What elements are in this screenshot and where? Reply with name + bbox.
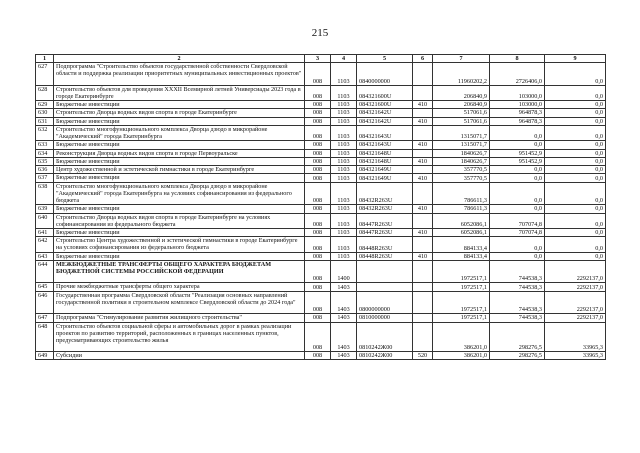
row-col8: 0,0 [490, 252, 545, 260]
row-col7: 517061,6 [433, 109, 490, 117]
row-col4: 1403 [331, 283, 357, 291]
row-col6: 410 [413, 205, 433, 213]
row-col7: 206840,9 [433, 85, 490, 100]
row-name: Бюджетные инвестиции [54, 117, 305, 125]
row-col3: 008 [305, 109, 331, 117]
row-col4: 1103 [331, 182, 357, 205]
row-col5: 084321648U [357, 149, 413, 157]
row-col8: 2726406,0 [490, 63, 545, 86]
row-col9: 0,0 [545, 63, 606, 86]
row-col4: 1403 [331, 322, 357, 352]
table-row [36, 63, 606, 86]
row-col5: 084321648U [357, 157, 413, 165]
row-name: Строительство объектов социальной сферы и автомобильных дорог в рамках реализации проектов по развитию территорий, расположенных в границах населенных пунктов, предусматривающих строительство жилья [54, 322, 305, 352]
row-col5: 084321643U [357, 125, 413, 140]
row-col5: 084321600U [357, 100, 413, 108]
row-col5: 08432R263U [357, 182, 413, 205]
row-col5: 08448R263U [357, 237, 413, 252]
row-col8: 951452,9 [490, 157, 545, 165]
row-col8: 964878,3 [490, 117, 545, 125]
row-col6 [413, 260, 433, 283]
row-col3: 008 [305, 260, 331, 283]
row-col4: 1103 [331, 166, 357, 174]
row-number: 642 [36, 237, 54, 252]
row-col7: 1972517,1 [433, 283, 490, 291]
row-col7: 6052086,1 [433, 213, 490, 228]
table-row [36, 174, 606, 182]
header-col-4: 4 [331, 55, 357, 63]
row-col9: 0,0 [545, 125, 606, 140]
row-col7: 386201,0 [433, 322, 490, 352]
row-col4: 1103 [331, 100, 357, 108]
row-col4: 1403 [331, 291, 357, 314]
row-col9: 2292137,0 [545, 314, 606, 322]
row-name: Подпрограмма "Стимулирование развития жилищного строительства" [54, 314, 305, 322]
header-col-1: 1 [36, 55, 54, 63]
row-col4: 1103 [331, 237, 357, 252]
row-name: Бюджетные инвестиции [54, 205, 305, 213]
row-name: Строительство многофункционального комплекса Дворца дзюдо в микрорайоне "Академический" города Екатеринбурга [54, 125, 305, 140]
row-name: Строительство многофункционального комплекса Дворца дзюдо в микрорайоне "Академический" города Екатеринбурга на условиях софинансирования из федерального бюджета [54, 182, 305, 205]
row-name: Прочие межбюджетные трансферты общего характера [54, 283, 305, 291]
row-number: 640 [36, 213, 54, 228]
table-row [36, 291, 606, 314]
row-col9: 0,0 [545, 174, 606, 182]
row-col5: 0810000000 [357, 314, 413, 322]
row-col4: 1103 [331, 228, 357, 236]
row-col6: 410 [413, 228, 433, 236]
row-col5: 0810242Ж00 [357, 352, 413, 360]
row-col7: 1840626,7 [433, 149, 490, 157]
row-col9: 0,0 [545, 141, 606, 149]
row-col6 [413, 125, 433, 140]
row-name: Строительство Дворца водных видов спорта в городе Екатеринбурге на условиях софинансирования из федерального бюджета [54, 213, 305, 228]
row-col9: 0,0 [545, 228, 606, 236]
row-col9: 0,0 [545, 157, 606, 165]
row-name: Бюджетные инвестиции [54, 252, 305, 260]
row-col8: 964878,3 [490, 109, 545, 117]
row-col5 [357, 283, 413, 291]
row-col7: 357770,5 [433, 174, 490, 182]
row-col6: 410 [413, 252, 433, 260]
row-col3: 008 [305, 174, 331, 182]
row-col7: 1972517,1 [433, 260, 490, 283]
row-number: 644 [36, 260, 54, 283]
row-col7: 884133,4 [433, 252, 490, 260]
row-col7: 1972517,1 [433, 314, 490, 322]
row-number: 631 [36, 117, 54, 125]
header-col-5: 5 [357, 55, 413, 63]
row-col9: 2292137,0 [545, 260, 606, 283]
row-col3: 008 [305, 352, 331, 360]
table-row [36, 205, 606, 213]
header-col-2: 2 [54, 55, 305, 63]
row-col5: 0800000000 [357, 291, 413, 314]
page-number: 215 [311, 27, 329, 39]
header-col-6: 6 [413, 55, 433, 63]
row-col7: 6052086,1 [433, 228, 490, 236]
row-col4: 1103 [331, 141, 357, 149]
row-col6: 410 [413, 157, 433, 165]
row-col8: 0,0 [490, 205, 545, 213]
row-col6: 520 [413, 352, 433, 360]
row-col3: 008 [305, 291, 331, 314]
row-col4: 1103 [331, 174, 357, 182]
table-row [36, 117, 606, 125]
row-col3: 008 [305, 237, 331, 252]
row-col4: 1103 [331, 252, 357, 260]
row-col4: 1103 [331, 157, 357, 165]
row-number: 633 [36, 141, 54, 149]
row-col4: 1400 [331, 260, 357, 283]
row-col8: 0,0 [490, 141, 545, 149]
row-col5: 0840000000 [357, 63, 413, 86]
row-col4: 1103 [331, 213, 357, 228]
row-col6 [413, 149, 433, 157]
row-name: Строительство объектов для проведения XXXII Всемирной летней Универсиады 2023 года в городе Екатеринбурге [54, 85, 305, 100]
row-number: 639 [36, 205, 54, 213]
row-col3: 008 [305, 149, 331, 157]
row-col4: 1103 [331, 109, 357, 117]
table-row [36, 252, 606, 260]
table-row [36, 322, 606, 352]
row-col5: 084321642U [357, 117, 413, 125]
row-col9: 0,0 [545, 252, 606, 260]
row-col9: 33965,3 [545, 352, 606, 360]
row-col6 [413, 283, 433, 291]
row-col6 [413, 213, 433, 228]
row-col6 [413, 314, 433, 322]
row-col3: 008 [305, 283, 331, 291]
row-number: 638 [36, 182, 54, 205]
row-col7: 1972517,1 [433, 291, 490, 314]
row-col4: 1403 [331, 352, 357, 360]
table-row [36, 100, 606, 108]
row-col9: 0,0 [545, 213, 606, 228]
row-number: 629 [36, 100, 54, 108]
row-col6 [413, 322, 433, 352]
row-number: 649 [36, 352, 54, 360]
row-col4: 1103 [331, 63, 357, 86]
row-col9: 0,0 [545, 149, 606, 157]
row-col9: 0,0 [545, 205, 606, 213]
row-col6: 410 [413, 117, 433, 125]
row-col7: 357770,5 [433, 166, 490, 174]
row-col9: 0,0 [545, 117, 606, 125]
header-col-9: 9 [545, 55, 606, 63]
row-col4: 1103 [331, 125, 357, 140]
row-col3: 008 [305, 252, 331, 260]
header-col-7: 7 [433, 55, 490, 63]
table-row [36, 125, 606, 140]
table-row [36, 166, 606, 174]
row-col8: 298276,5 [490, 352, 545, 360]
row-col3: 008 [305, 182, 331, 205]
row-name: Реконструкция Дворца водных видов спорта в городе Первоуральске [54, 149, 305, 157]
row-col4: 1103 [331, 149, 357, 157]
row-number: 646 [36, 291, 54, 314]
row-col6: 410 [413, 100, 433, 108]
row-name: Бюджетные инвестиции [54, 228, 305, 236]
row-col5: 084321600U [357, 85, 413, 100]
row-col3: 008 [305, 314, 331, 322]
row-col7: 884133,4 [433, 237, 490, 252]
row-name: Бюджетные инвестиции [54, 100, 305, 108]
row-col8: 0,0 [490, 166, 545, 174]
row-col6 [413, 166, 433, 174]
row-col3: 008 [305, 322, 331, 352]
row-col5: 08448R263U [357, 252, 413, 260]
row-col8: 0,0 [490, 237, 545, 252]
table-row [36, 260, 606, 283]
table-row [36, 157, 606, 165]
row-col8: 744538,3 [490, 314, 545, 322]
row-col8: 0,0 [490, 125, 545, 140]
row-col7: 1315071,7 [433, 141, 490, 149]
row-col5: 084321642U [357, 109, 413, 117]
row-col3: 008 [305, 63, 331, 86]
row-name: Субсидии [54, 352, 305, 360]
row-col3: 008 [305, 228, 331, 236]
row-name: Строительство Центра художественной и эстетической гимнастики в городе Екатеринбурге на условиях софинансирования из федерального бюджета [54, 237, 305, 252]
table-body [36, 63, 606, 360]
row-col3: 008 [305, 85, 331, 100]
row-col5: 084321643U [357, 141, 413, 149]
row-col5: 08432R263U [357, 205, 413, 213]
row-number: 645 [36, 283, 54, 291]
row-col3: 008 [305, 157, 331, 165]
row-name: Центр художественной и эстетической гимнастики в городе Екатеринбурге [54, 166, 305, 174]
row-name: Строительство Дворца водных видов спорта в городе Екатеринбурге [54, 109, 305, 117]
row-col3: 008 [305, 205, 331, 213]
row-number: 628 [36, 85, 54, 100]
table-row [36, 228, 606, 236]
table-row [36, 237, 606, 252]
row-col4: 1403 [331, 314, 357, 322]
row-col8: 707074,8 [490, 213, 545, 228]
row-col5 [357, 260, 413, 283]
table-row [36, 85, 606, 100]
row-name: МЕЖБЮДЖЕТНЫЕ ТРАНСФЕРТЫ ОБЩЕГО ХАРАКТЕРА БЮДЖЕТАМ БЮДЖЕТНОЙ СИСТЕМЫ РОССИЙСКОЙ ФЕДЕРАЦИИ [54, 260, 305, 283]
header-col-3: 3 [305, 55, 331, 63]
budget-table [35, 54, 606, 360]
row-col8: 298276,5 [490, 322, 545, 352]
row-col9: 0,0 [545, 166, 606, 174]
table-row [36, 109, 606, 117]
table-row [36, 352, 606, 360]
row-name: Бюджетные инвестиции [54, 141, 305, 149]
row-number: 636 [36, 166, 54, 174]
row-number: 627 [36, 63, 54, 86]
row-col9: 0,0 [545, 109, 606, 117]
row-col7: 1840626,7 [433, 157, 490, 165]
row-col7: 786611,3 [433, 205, 490, 213]
row-name: Бюджетные инвестиции [54, 174, 305, 182]
row-col6 [413, 109, 433, 117]
row-col8: 951452,9 [490, 149, 545, 157]
row-number: 634 [36, 149, 54, 157]
row-name: Подпрограмма "Строительство объектов государственной собственности Свердловской области и поддержка реализации приоритетных муниципальных инвестиционных проектов" [54, 63, 305, 86]
row-col8: 744538,3 [490, 283, 545, 291]
row-col8: 744538,3 [490, 291, 545, 314]
row-col7: 386201,0 [433, 352, 490, 360]
row-col3: 008 [305, 100, 331, 108]
row-col8: 0,0 [490, 174, 545, 182]
row-col3: 008 [305, 213, 331, 228]
row-number: 641 [36, 228, 54, 236]
row-col5: 084321649U [357, 166, 413, 174]
row-number: 635 [36, 157, 54, 165]
table-row [36, 149, 606, 157]
row-col7: 11960202,2 [433, 63, 490, 86]
table-row [36, 283, 606, 291]
row-col4: 1103 [331, 85, 357, 100]
row-col5: 08447R263U [357, 213, 413, 228]
table-header-row [36, 55, 606, 63]
row-col8: 103000,0 [490, 100, 545, 108]
row-col9: 0,0 [545, 100, 606, 108]
row-col9: 0,0 [545, 237, 606, 252]
row-col5: 08447R263U [357, 228, 413, 236]
row-col4: 1103 [331, 117, 357, 125]
row-col8: 0,0 [490, 182, 545, 205]
row-col7: 517061,6 [433, 117, 490, 125]
row-col8: 707074,8 [490, 228, 545, 236]
row-col9: 33965,3 [545, 322, 606, 352]
table-row [36, 213, 606, 228]
row-col9: 2292137,0 [545, 291, 606, 314]
row-number: 648 [36, 322, 54, 352]
row-col3: 008 [305, 125, 331, 140]
row-col6: 410 [413, 174, 433, 182]
row-col4: 1103 [331, 205, 357, 213]
row-col8: 103000,0 [490, 85, 545, 100]
row-number: 637 [36, 174, 54, 182]
table-row [36, 182, 606, 205]
row-col5: 0810242Ж00 [357, 322, 413, 352]
row-col6 [413, 63, 433, 86]
row-number: 643 [36, 252, 54, 260]
row-col3: 008 [305, 166, 331, 174]
row-number: 647 [36, 314, 54, 322]
row-col6: 410 [413, 141, 433, 149]
row-col3: 008 [305, 117, 331, 125]
row-col9: 2292137,0 [545, 283, 606, 291]
row-col5: 084321649U [357, 174, 413, 182]
row-col7: 1315071,7 [433, 125, 490, 140]
table-row [36, 314, 606, 322]
row-col9: 0,0 [545, 85, 606, 100]
row-col6 [413, 85, 433, 100]
row-number: 632 [36, 125, 54, 140]
row-col3: 008 [305, 141, 331, 149]
row-name: Бюджетные инвестиции [54, 157, 305, 165]
row-col7: 206840,9 [433, 100, 490, 108]
row-col8: 744538,3 [490, 260, 545, 283]
header-col-8: 8 [490, 55, 545, 63]
table-row [36, 141, 606, 149]
row-col6 [413, 237, 433, 252]
row-col9: 0,0 [545, 182, 606, 205]
row-col6 [413, 291, 433, 314]
row-name: Государственная программа Свердловской области "Реализация основных направлений государственной политики в строительном комплексе Свердловской области до 2024 года" [54, 291, 305, 314]
row-col7: 786611,3 [433, 182, 490, 205]
row-number: 630 [36, 109, 54, 117]
row-col6 [413, 182, 433, 205]
